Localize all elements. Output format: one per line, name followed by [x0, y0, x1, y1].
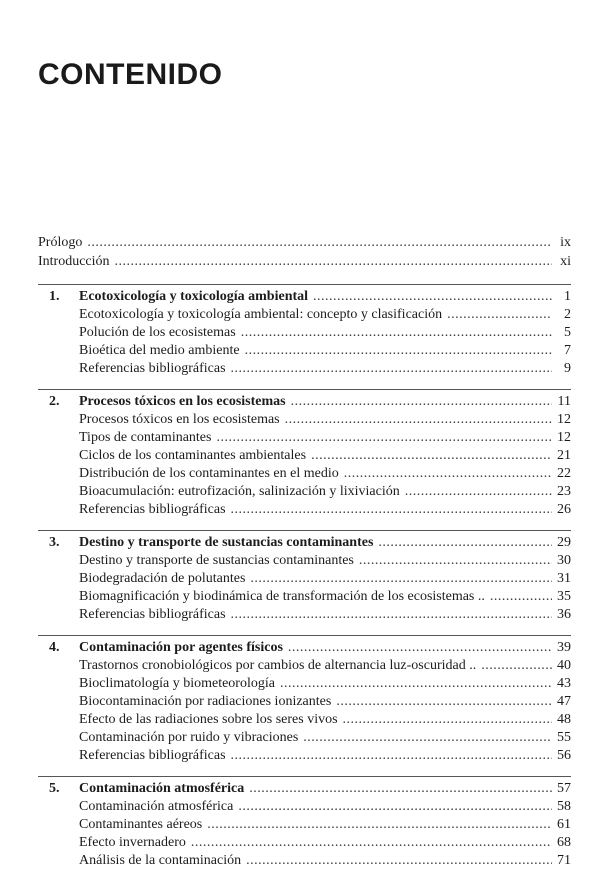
section-title: Efecto invernadero: [79, 835, 186, 850]
toc-page-number: 21: [557, 448, 571, 463]
toc-chapter-2[interactable]: [38, 389, 571, 411]
section-title: Referencias bibliográficas: [79, 361, 226, 376]
toc-page-number: 12: [557, 412, 571, 427]
toc-section[interactable]: [38, 852, 571, 870]
dot-leader: [249, 780, 552, 798]
toc-page-number: ix: [560, 235, 571, 250]
dot-leader: [285, 411, 552, 429]
section-title: Efecto de las radiaciones sobre los seres vivos: [79, 712, 338, 727]
dot-leader: [241, 324, 552, 342]
toc-section[interactable]: [38, 447, 571, 465]
toc-entry-label: Introducción: [38, 253, 110, 269]
toc-section[interactable]: [38, 606, 571, 624]
toc-section[interactable]: [38, 501, 571, 519]
dot-leader: [238, 798, 552, 816]
toc-page-number: 11: [557, 394, 571, 409]
toc-chapter-5[interactable]: [38, 776, 571, 798]
toc-page-number: 7: [564, 343, 571, 358]
toc-page-number: 31: [557, 571, 571, 586]
section-title: Bioclimatología y biometeorología: [79, 676, 275, 691]
toc-section[interactable]: [38, 483, 571, 501]
toc-page-number: 22: [557, 466, 571, 481]
section-title: Bioacumulación: eutrofización, salinización y lixiviación: [79, 484, 400, 499]
toc-page-number: 5: [564, 325, 571, 340]
chapter-title: Contaminación por agentes físicos: [79, 640, 283, 655]
toc-page-number: 71: [557, 853, 571, 868]
toc-page-number: 29: [557, 535, 571, 550]
dot-leader: [481, 657, 552, 675]
dot-leader: [231, 360, 552, 378]
toc-section[interactable]: [38, 798, 571, 816]
toc-page-number: 36: [557, 607, 571, 622]
toc-section[interactable]: [38, 324, 571, 342]
dot-leader: [231, 747, 552, 765]
section-title: Contaminación por ruido y vibraciones: [79, 730, 299, 745]
toc-section[interactable]: [38, 342, 571, 360]
toc-section[interactable]: [38, 711, 571, 729]
toc-section[interactable]: [38, 429, 571, 447]
toc-page-number: 30: [557, 553, 571, 568]
dot-leader: [405, 483, 552, 501]
section-title: Ciclos de los contaminantes ambientales: [79, 448, 307, 463]
dot-leader: [447, 306, 552, 324]
toc-page-number: 26: [557, 502, 571, 517]
toc-chapter-4[interactable]: [38, 635, 571, 657]
dot-leader: [344, 465, 552, 483]
toc-page-number: 48: [557, 712, 571, 727]
toc-section[interactable]: [38, 465, 571, 483]
chapter-number: 1.: [49, 289, 60, 304]
toc-chapter-3[interactable]: [38, 530, 571, 552]
chapter-number: 2.: [49, 394, 60, 409]
dot-leader: [313, 288, 552, 306]
toc-section[interactable]: [38, 306, 571, 324]
toc-page-number: xi: [560, 253, 571, 269]
section-title: Destino y transporte de sustancias contaminantes: [79, 553, 354, 568]
toc-section[interactable]: [38, 411, 571, 429]
section-title: Polución de los ecosistemas: [79, 325, 236, 340]
toc-page-number: 58: [557, 799, 571, 814]
section-title: Tipos de contaminantes: [79, 430, 212, 445]
toc-page-number: 47: [557, 694, 571, 709]
section-title: Referencias bibliográficas: [79, 607, 226, 622]
dot-leader: [311, 447, 552, 465]
toc-page-number: 35: [557, 589, 571, 604]
section-title: Análisis de la contaminación: [79, 853, 242, 868]
toc-page-number: 1: [564, 289, 571, 304]
dot-leader: [280, 675, 552, 693]
chapter-number: 3.: [49, 535, 60, 550]
dot-leader: [191, 834, 552, 852]
chapter-number: 5.: [49, 781, 60, 796]
toc-section[interactable]: [38, 552, 571, 570]
section-title: Biodegradación de polutantes: [79, 571, 246, 586]
dot-leader: [336, 693, 552, 711]
section-title: Contaminantes aéreos: [79, 817, 203, 832]
dot-leader: [490, 588, 552, 606]
section-title: Contaminación atmosférica: [79, 799, 234, 814]
dot-leader: [115, 253, 552, 271]
toc-section[interactable]: [38, 747, 571, 765]
chapter-title: Ecotoxicología y toxicología ambiental: [79, 289, 309, 304]
dot-leader: [245, 342, 552, 360]
toc-section[interactable]: [38, 588, 571, 606]
toc-page-number: 39: [557, 640, 571, 655]
chapter-title: Contaminación atmosférica: [79, 781, 245, 796]
dot-leader: [87, 234, 552, 252]
dot-leader: [343, 711, 552, 729]
dot-leader: [231, 501, 552, 519]
toc-section[interactable]: [38, 693, 571, 711]
dot-leader: [207, 816, 552, 834]
section-title: Distribución de los contaminantes en el medio: [79, 466, 339, 481]
dot-leader: [216, 429, 552, 447]
chapter-number: 4.: [49, 640, 60, 655]
toc-entry-label: Prólogo: [38, 235, 83, 250]
toc-page-number: 68: [557, 835, 571, 850]
toc-section[interactable]: [38, 675, 571, 693]
toc-page-number: 43: [557, 676, 571, 691]
toc-entry-introduccion[interactable]: [38, 253, 571, 272]
toc-section[interactable]: [38, 657, 571, 675]
toc-page-number: 23: [557, 484, 571, 499]
section-title: Procesos tóxicos en los ecosistemas: [79, 412, 280, 427]
chapter-title: Procesos tóxicos en los ecosistemas: [79, 394, 286, 409]
dot-leader: [250, 570, 552, 588]
toc-page-number: 61: [557, 817, 571, 832]
toc-page-number: 12: [557, 430, 571, 445]
dot-leader: [288, 639, 552, 657]
section-title: Biocontaminación por radiaciones ionizantes: [79, 694, 332, 709]
page-title: CONTENIDO: [38, 58, 223, 91]
toc-page-number: 57: [557, 781, 571, 796]
toc-section[interactable]: [38, 570, 571, 588]
toc-page-number: 9: [564, 361, 571, 376]
toc-section[interactable]: [38, 816, 571, 834]
toc-page-number: 2: [564, 307, 571, 322]
section-title: Bioética del medio ambiente: [79, 343, 240, 358]
dot-leader: [359, 552, 552, 570]
dot-leader: [378, 534, 552, 552]
section-title: Referencias bibliográficas: [79, 502, 226, 517]
toc-page-number: 55: [557, 730, 571, 745]
section-title: Trastornos cronobiológicos por cambios de alternancia luz-oscuridad ..: [79, 658, 477, 673]
toc-page-number: 40: [557, 658, 571, 673]
toc-section[interactable]: [38, 834, 571, 852]
dot-leader: [291, 393, 552, 411]
table-of-contents: [38, 234, 571, 870]
toc-entry-prologo[interactable]: [38, 234, 571, 253]
dot-leader: [303, 729, 552, 747]
toc-chapter-1[interactable]: [38, 284, 571, 306]
chapter-title: Destino y transporte de sustancias contaminantes: [79, 535, 374, 550]
section-title: Biomagnificación y biodinámica de transformación de los ecosistemas ..: [79, 589, 485, 604]
section-title: Ecotoxicología y toxicología ambiental: concepto y clasificación: [79, 307, 443, 322]
toc-section[interactable]: [38, 360, 571, 378]
toc-section[interactable]: [38, 729, 571, 747]
section-title: Referencias bibliográficas: [79, 748, 226, 763]
toc-page-number: 56: [557, 748, 571, 763]
dot-leader: [246, 852, 552, 870]
dot-leader: [231, 606, 552, 624]
